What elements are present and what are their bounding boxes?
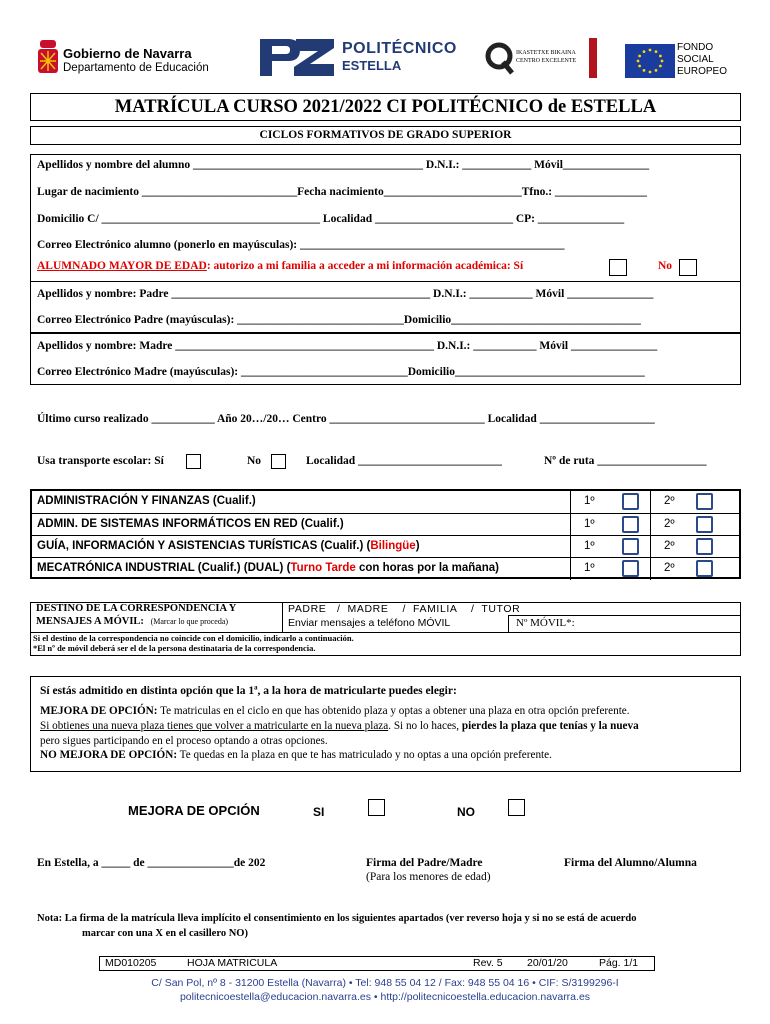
destino-title2 [36,616,228,627]
course-2-checkbox[interactable] [696,516,713,533]
course-name [37,518,344,530]
course-row [32,513,739,535]
movil-cell-divider [508,615,509,632]
kalitate-line2: CENTRO EXCELENTE [516,58,577,64]
course-name [37,562,499,574]
student-email-field[interactable]: Correo Electrónico alumno (ponerlo en mayúsculas): ______________________________________________ [37,239,565,251]
destino-title2-text: MENSAJES A MÓVIL: [36,616,144,627]
mayor-no-checkbox[interactable] [679,259,697,276]
fse-line3: EUROPEO [677,66,728,77]
footer-page: Pág. 1/1 [599,957,639,969]
destino-vertical-divider [282,602,283,632]
kalitate-bar [589,38,597,78]
course-name-text: MECATRÓNICA INDUSTRIAL (Cualif.) (DUAL) ( [37,562,291,574]
course-row [32,491,739,513]
choice-no-label: NO [457,805,475,819]
info-pero: pero sigues participando en el proceso optando a otras opciones. [40,735,328,747]
nota-text1: La firma de la matrícula lleva implícito el consentimiento en los siguientes apartados (ver reverso hoja y si no se está de acuerdo [62,913,637,924]
padre-email-field[interactable]: Correo Electrónico Padre (mayúsculas): _____________________________Domicilio_________________________________ [37,314,641,326]
localidad-field[interactable]: Localidad _________________________ [306,455,502,467]
destino-note1: Si el destino de la correspondencia no coincide con el domicilio, indicarlo a continuación. [33,633,354,643]
footer-code: MD010205 [105,957,157,969]
destino-title1: DESTINO DE LA CORRESPONDENCIA Y [36,603,237,614]
course-name-suffix: ) [415,540,420,552]
mayor-no-label: No [658,260,673,272]
padre-name-field[interactable]: Apellidos y nombre: Padre _____________________________________________ D.N.I.: ___________ Móvil _______________ [37,288,654,300]
gov-name: Gobierno de Navarra [63,46,192,61]
info-no-mejora [40,749,552,761]
student-birth-field[interactable]: Lugar de nacimiento ___________________________Fecha nacimiento________________________Tfno.: ________________ [37,186,647,198]
nota-label: Nota: [37,913,63,924]
transporte-no-label: No [247,455,262,467]
footer-date: 20/01/20 [527,957,568,969]
fse-line2: SOCIAL [677,54,714,65]
course-col-divider [650,514,651,536]
gobierno-navarra-logo [35,38,235,82]
course-col-divider [570,558,571,580]
course-name-text: ADMIN. DE SISTEMAS INFORMÁTICOS EN RED (Cualif.) [37,518,344,530]
movil-field[interactable]: Nº MÓVIL*: [516,617,575,629]
course-1-label: 1º [584,562,595,574]
course-name [37,495,256,507]
destino-note2: *El nº de móvil deberá ser el de la persona destinataria de la correspondencia. [33,643,316,653]
pe-logo-icon [258,36,336,78]
course-name-suffix: con horas por la mañana) [355,562,499,574]
choice-label: MEJORA DE OPCIÓN [128,803,260,818]
destino-hint: (Marcar lo que proceda) [150,617,229,626]
info-no-mejora-text: Te quedas en la plaza en que te has matriculado y no optas a una opción preferente. [177,749,552,761]
nota-line2: marcar con una X en el casillero NO) [82,928,248,939]
poli-title: POLITÉCNICO [342,40,457,57]
subtitle-box [30,126,741,145]
course-row [32,535,739,557]
info-mejora-label: MEJORA DE OPCIÓN: [40,705,158,717]
course-2-checkbox[interactable] [696,493,713,510]
footer-rev: Rev. 5 [473,957,503,969]
course-highlight: Bilingüe [370,540,416,552]
info-pierdes: pierdes la plaza que tenías y la nueva [461,720,639,732]
page-subtitle: CICLOS FORMATIVOS DE GRADO SUPERIOR [259,129,512,141]
quality-q-icon [485,40,515,76]
eu-flag-icon [625,44,675,78]
course-1-label: 1º [584,518,595,530]
course-2-label: 2º [664,540,675,552]
choice-no-checkbox[interactable] [508,799,525,816]
madre-email-field[interactable]: Correo Electrónico Madre (mayúsculas): _____________________________Domicilio_________________________________ [37,366,645,378]
course-1-label: 1º [584,495,595,507]
course-2-checkbox[interactable] [696,560,713,577]
page-title: MATRÍCULA CURSO 2021/2022 CI POLITÉCNICO de ESTELLA [114,97,657,117]
mayor-edad-row [37,260,523,272]
fse-logo [625,42,735,82]
info-si-no: . Si no lo haces, [388,720,462,732]
course-col-divider [570,491,571,513]
gov-dept: Departamento de Educación [63,62,209,74]
course-col-divider [570,536,571,558]
info-si-obtienes [40,720,639,732]
footer-address: C/ San Pol, nº 8 - 31200 Estella (Navarra) • Tel: 948 55 04 12 / Fax: 948 55 04 16 • CIF: S/3199296-I [151,977,619,989]
firma-padre-label: Firma del Padre/Madre [366,857,483,869]
course-highlight: Turno Tarde [290,562,356,574]
footer-web[interactable]: politecnicoestella@educacion.navarra.es • http://politecnicoestella.educacion.navarra.es [179,991,591,1003]
student-address-field[interactable]: Domicilio C/ ______________________________________ Localidad ________________________ CP: _______________ [37,213,625,225]
poli-sub: ESTELLA [342,58,402,73]
course-col-divider [570,514,571,536]
transporte-si-checkbox[interactable] [186,454,201,469]
menores-label: (Para los menores de edad) [366,871,491,883]
kalitate-line1: IKASTETXE BIKAINA [516,50,576,56]
course-name-text: ADMINISTRACIÓN Y FINANZAS (Cualif.) [37,495,256,507]
course-row [32,557,739,579]
madre-name-field[interactable]: Apellidos y nombre: Madre _____________________________________________ D.N.I.: ___________ Móvil _______________ [37,340,658,352]
course-2-checkbox[interactable] [696,538,713,555]
course-1-checkbox[interactable] [622,538,639,555]
kalitate-logo [485,38,600,78]
course-1-label: 1º [584,540,595,552]
course-col-divider [650,558,651,580]
footer-table [99,956,655,971]
course-name [37,540,420,552]
transporte-label: Usa transporte escolar: Sí [37,455,164,467]
ruta-field[interactable]: Nº de ruta ___________________ [544,455,707,467]
course-col-divider [650,491,651,513]
course-1-checkbox[interactable] [622,493,639,510]
choice-si-checkbox[interactable] [368,799,385,816]
mayor-edad-text: : autorizo a mi familia a acceder a mi información académica: Sí [206,260,524,272]
course-2-label: 2º [664,518,675,530]
ultimo-curso-field[interactable]: Último curso realizado ___________ Año 20…/20… Centro ___________________________ Localidad ____________________ [37,413,655,425]
course-name-text: GUÍA, INFORMACIÓN Y ASISTENCIAS TURÍSTICAS (Cualif.) ( [37,540,371,552]
footer-name: HOJA MATRICULA [187,957,278,969]
choice-si-label: SI [313,805,325,819]
politecnico-logo [258,36,458,80]
transporte-no-checkbox[interactable] [271,454,286,469]
sign-date-field[interactable]: En Estella, a _____ de _______________de 202 [37,857,266,869]
movil-cell-top [508,615,741,616]
enviar-movil: Enviar mensajes a teléfono MÓVIL [288,617,451,629]
course-2-label: 2º [664,562,675,574]
course-2-label: 2º [664,495,675,507]
course-1-checkbox[interactable] [622,560,639,577]
fse-line1: FONDO [677,42,714,53]
destino-options[interactable]: PADRE / MADRE / FAMILIA / TUTOR [288,603,521,615]
info-mejora-text: Te matriculas en el ciclo en que has obtenido plaza y optas a obtener una plaza en otra opción preferente. [157,705,630,717]
course-col-divider [650,536,651,558]
info-mejora [40,705,630,717]
mayor-edad-label: ALUMNADO MAYOR DE EDAD [37,260,207,272]
title-box [30,93,741,121]
navarra-shield-icon [35,38,61,78]
course-1-checkbox[interactable] [622,516,639,533]
student-name-field[interactable]: Apellidos y nombre del alumno ________________________________________ D.N.I.: ____________ Móvil_______________ [37,159,650,171]
firma-alumno-label: Firma del Alumno/Alumna [564,857,697,869]
info-si-obtienes-text: Si obtienes una nueva plaza tienes que volver a matricularte en la nueva plaza [40,720,389,732]
mayor-si-checkbox[interactable] [609,259,627,276]
info-no-mejora-label: NO MEJORA DE OPCIÓN: [40,749,178,761]
nota-line1 [37,913,637,924]
info-heading: Sí estás admitido en distinta opción que la 1ª, a la hora de matricularte puedes elegir: [40,685,457,697]
